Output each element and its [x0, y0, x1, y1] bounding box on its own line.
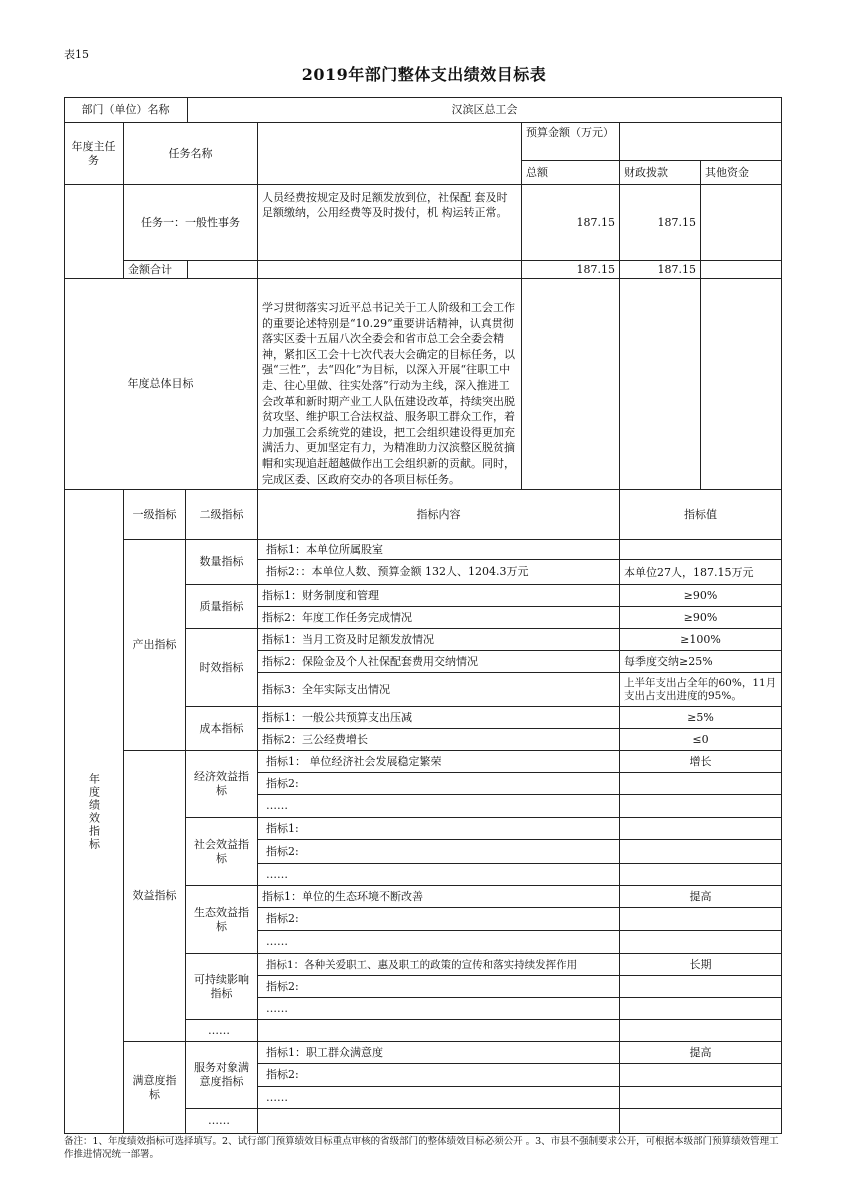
time-label: 时效指标 — [186, 629, 258, 707]
eco-label: 生态效益指标 — [186, 886, 258, 954]
page-label: 表15 — [64, 48, 89, 61]
quantity-i2: 指标2：：本单位人数、预算金额 132人、1204.3万元 — [258, 560, 620, 585]
time-v1: ≥100% — [620, 629, 782, 651]
task-desc-header — [258, 123, 522, 185]
eco-i2: 指标2: — [258, 908, 620, 931]
social-v1 — [620, 818, 782, 840]
sum-fiscal: 187.15 — [620, 261, 701, 279]
sustain-v1: 长期 — [620, 954, 782, 976]
eco-v1: 提高 — [620, 886, 782, 908]
task1-fiscal: 187.15 — [620, 185, 701, 261]
total-header: 总额 — [522, 161, 620, 185]
unit-label: 部门（单位）名称 — [64, 97, 188, 123]
cost-v1: ≥5% — [620, 707, 782, 729]
social-label: 社会效益指标 — [186, 818, 258, 886]
annual-task-cell — [64, 185, 124, 279]
sum-other — [701, 261, 782, 279]
economic-i3: …… — [258, 795, 620, 818]
time-i3: 指标3：全年实际支出情况 — [258, 673, 620, 707]
service-i1: 指标1：职工群众满意度 — [258, 1042, 620, 1064]
sum-label: 金额合计 — [124, 261, 188, 279]
goal-text: 学习贯彻落实习近平总书记关于工人阶级和工会工作的重要论述特别是“10.29”重要讲话精神，认真贯彻落实区委十五届八次全委会和省市总工会全委会精神，紧扣区工会十七次代表大会确定的目标任务，以强“三性”，去“四化”为目标，以深入开展“往职工中走、往心里做、往实处落”行动为主线，深入推进工会改革和新时期产业工人队伍建设改革，持续突出脱贫攻坚、维护职工合法权益、服务职工群众工作，着力加强工会系统党的建设，把工会组织建设得更加充满活力、更加坚定有力，为精准助力汉滨整区脱贫摘帽和实现追赶超越做作出工会组织新的贡献。同时，完成区委、区政府交办的各项目标任务。 — [258, 279, 522, 490]
cost-label: 成本指标 — [186, 707, 258, 751]
time-i1: 指标1：当月工资及时足额发放情况 — [258, 629, 620, 651]
output-label: 产出指标 — [124, 540, 186, 751]
other-header: 其他资金 — [701, 161, 782, 185]
service-i3: …… — [258, 1087, 620, 1109]
eco-v3 — [620, 931, 782, 954]
eco-i3: …… — [258, 931, 620, 954]
satisfaction-more: …… — [186, 1109, 258, 1134]
economic-label: 经济效益指标 — [186, 751, 258, 818]
sustain-v3 — [620, 998, 782, 1020]
satisfaction-more-content — [258, 1109, 620, 1134]
sustain-v2 — [620, 976, 782, 998]
task1-desc: 人员经费按规定及时足额发放到位，社保配 套及时足额缴纳，公用经费等及时拨付，机 构运转正常。 — [258, 185, 522, 261]
eco-i1: 指标1：单位的生态环境不断改善 — [258, 886, 620, 908]
service-label: 服务对象满意度指标 — [186, 1042, 258, 1109]
goal-blank-2 — [620, 279, 701, 490]
task-name-header: 任务名称 — [124, 123, 258, 185]
quality-i2: 指标2：年度工作任务完成情况 — [258, 607, 620, 629]
time-v2: 每季度交纳≥25% — [620, 651, 782, 673]
quality-v1: ≥90% — [620, 585, 782, 607]
sustain-label: 可持续影响指标 — [186, 954, 258, 1020]
task1-other — [701, 185, 782, 261]
sum-desc — [258, 261, 522, 279]
footnote: 备注：1、年度绩效指标可选择填写。2、试行部门预算绩效目标重点审核的省级部门的整体绩效目标必须公开 。3、市县不强制要求公开，可根据本级部门预算绩效管理工作推进情况统一部署。 — [64, 1136, 779, 1160]
satisfaction-label: 满意度指标 — [124, 1042, 186, 1134]
content-header: 指标内容 — [258, 490, 620, 540]
perf-label: 年度绩效指标 — [87, 772, 101, 851]
sustain-i2: 指标2: — [258, 976, 620, 998]
annual-task-header: 年度主任务 — [64, 123, 124, 185]
benefit-more-value — [620, 1020, 782, 1042]
service-v1: 提高 — [620, 1042, 782, 1064]
benefit-more-content — [258, 1020, 620, 1042]
cost-i1: 指标1：一般公共预算支出压减 — [258, 707, 620, 729]
economic-v3 — [620, 795, 782, 818]
value-header: 指标值 — [620, 490, 782, 540]
quantity-v1 — [620, 540, 782, 560]
benefit-more: …… — [186, 1020, 258, 1042]
unit-value: 汉滨区总工会 — [188, 97, 782, 123]
service-v2 — [620, 1064, 782, 1087]
task1-name: 任务一：一般性事务 — [124, 185, 258, 261]
social-v2 — [620, 840, 782, 864]
economic-v1: 增长 — [620, 751, 782, 773]
economic-i2: 指标2: — [258, 773, 620, 795]
sustain-i3: …… — [258, 998, 620, 1020]
eco-v2 — [620, 908, 782, 931]
goal-blank-1 — [522, 279, 620, 490]
social-i2: 指标2: — [258, 840, 620, 864]
quality-label: 质量指标 — [186, 585, 258, 629]
quantity-label: 数量指标 — [186, 540, 258, 585]
service-i2: 指标2: — [258, 1064, 620, 1087]
budget-header: 预算金额（万元） — [522, 123, 620, 161]
satisfaction-more-value — [620, 1109, 782, 1134]
perf-label-cell — [64, 490, 124, 1134]
quantity-i1: 指标1：本单位所属股室 — [258, 540, 620, 560]
social-i1: 指标1: — [258, 818, 620, 840]
level2-header: 二级指标 — [186, 490, 258, 540]
quality-i1: 指标1：财务制度和管理 — [258, 585, 620, 607]
task1-total: 187.15 — [522, 185, 620, 261]
service-v3 — [620, 1087, 782, 1109]
quality-v2: ≥90% — [620, 607, 782, 629]
page-title: 2019年部门整体支出绩效目标表 — [301, 65, 547, 84]
benefit-label: 效益指标 — [124, 751, 186, 1042]
goal-label: 年度总体目标 — [64, 279, 258, 490]
sum-blank — [188, 261, 258, 279]
social-v3 — [620, 864, 782, 886]
cost-i2: 指标2：三公经费增长 — [258, 729, 620, 751]
cost-v2: ≤0 — [620, 729, 782, 751]
social-i3: …… — [258, 864, 620, 886]
goal-blank-3 — [701, 279, 782, 490]
level1-header: 一级指标 — [124, 490, 186, 540]
economic-v2 — [620, 773, 782, 795]
time-i2: 指标2：保险金及个人社保配套费用交纳情况 — [258, 651, 620, 673]
fiscal-header: 财政拨款 — [620, 161, 701, 185]
budget-header-blank — [620, 123, 782, 161]
sum-total: 187.15 — [522, 261, 620, 279]
time-v3: 上半年支出占全年的60%，11月支出占支出进度的95%。 — [620, 673, 782, 707]
economic-i1: 指标1： 单位经济社会发展稳定繁荣 — [258, 751, 620, 773]
quantity-v2: 本单位27人，187.15万元 — [620, 560, 782, 585]
sustain-i1: 指标1：各种关爱职工、惠及职工的政策的宣传和落实持续发挥作用 — [258, 954, 620, 976]
